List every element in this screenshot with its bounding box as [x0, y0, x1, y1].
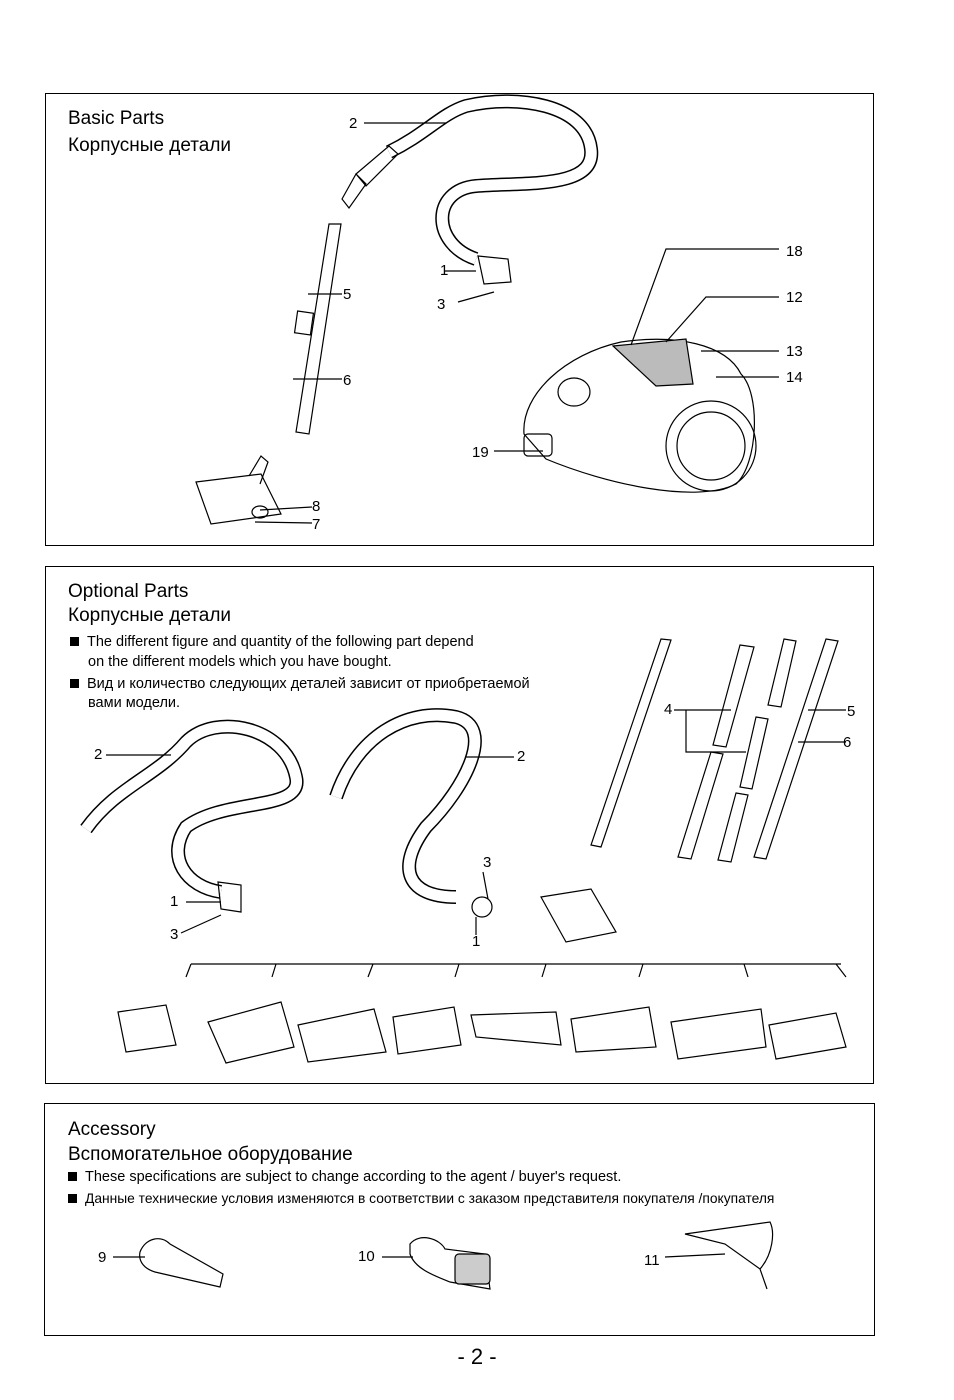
telescopic-tube	[296, 224, 341, 434]
basic-callout-5: 5	[343, 286, 352, 303]
optional-note-1: The different figure and quantity of the following part depend	[70, 633, 474, 652]
accessory-title-ru: Вспомогательное оборудование	[68, 1144, 353, 1165]
extension-tube	[713, 645, 754, 747]
basic-parts-panel	[45, 93, 874, 546]
turbo-nozzle	[541, 889, 616, 942]
accessory-illustration	[45, 1104, 876, 1337]
accessory-note-2: Данные технические условия изменяются в соответствии с заказом представителя покупателя /покупателя	[68, 1189, 774, 1208]
nozzle-5	[471, 1012, 561, 1045]
accessory-callout-9: 9	[98, 1249, 107, 1266]
basic-callout-12: 12	[786, 289, 803, 306]
accessory-note-1: These specifications are subject to change according to the agent / buyer's request.	[68, 1168, 621, 1187]
crevice-tool	[140, 1239, 223, 1287]
optional-callout-3b: 3	[483, 854, 492, 871]
optional-note-2: Вид и количество следующих деталей зависит от приобретаемой	[70, 675, 530, 694]
telescopic-tube-left	[591, 639, 671, 847]
nozzle-3	[298, 1009, 386, 1062]
floor-nozzle	[196, 474, 281, 524]
basic-parts-title-ru: Корпусные детали	[68, 135, 232, 156]
optional-callout-2b: 2	[517, 748, 526, 765]
optional-callout-6: 6	[843, 734, 852, 751]
optional-callout-4: 4	[664, 701, 673, 718]
optional-callout-5: 5	[847, 703, 856, 720]
hose-connector	[478, 256, 511, 284]
nozzle-1	[118, 1005, 176, 1052]
accessory-callout-10: 10	[358, 1248, 375, 1265]
basic-callout-6: 6	[343, 372, 352, 389]
optional-parts-panel	[45, 566, 874, 1084]
basic-callout-13: 13	[786, 343, 803, 360]
optional-callout-1a: 1	[170, 893, 179, 910]
accessory-title-en: Accessory	[68, 1119, 156, 1140]
optional-callout-3a: 3	[170, 926, 179, 943]
optional-note-2-cont: вами модели.	[88, 695, 181, 711]
basic-parts-illustration	[46, 94, 875, 547]
accessory-callout-11: 11	[644, 1252, 660, 1269]
optional-parts-title-en: Optional Parts	[68, 581, 189, 602]
basic-callout-1: 1	[440, 262, 449, 279]
basic-parts-title-en: Basic Parts	[68, 108, 165, 129]
accessory-panel	[44, 1103, 875, 1336]
basic-callout-2: 2	[349, 115, 358, 132]
nozzle-7	[671, 1009, 766, 1059]
optional-note-1-cont: on the different models which you have bought.	[88, 654, 392, 670]
optional-callout-1b: 1	[472, 933, 481, 950]
nozzle-2	[208, 1002, 294, 1063]
nozzle-8	[769, 1013, 846, 1059]
optional-parts-illustration	[46, 567, 875, 1085]
basic-callout-8: 8	[312, 498, 321, 515]
optional-callout-2a: 2	[94, 746, 103, 763]
optional-parts-title-ru: Корпусные детали	[68, 605, 232, 626]
hose-handle	[342, 146, 398, 208]
basic-callout-7: 7	[312, 516, 321, 533]
hose-a	[86, 727, 297, 892]
telescopic-tube-right	[754, 639, 838, 859]
page-number: - 2 -	[457, 1344, 497, 1369]
basic-callout-18: 18	[786, 243, 803, 260]
basic-callout-14: 14	[786, 369, 803, 386]
basic-callout-19: 19	[472, 444, 489, 461]
nozzle-4	[393, 1007, 461, 1054]
basic-callout-3: 3	[437, 296, 446, 313]
nozzle-6	[571, 1007, 656, 1052]
